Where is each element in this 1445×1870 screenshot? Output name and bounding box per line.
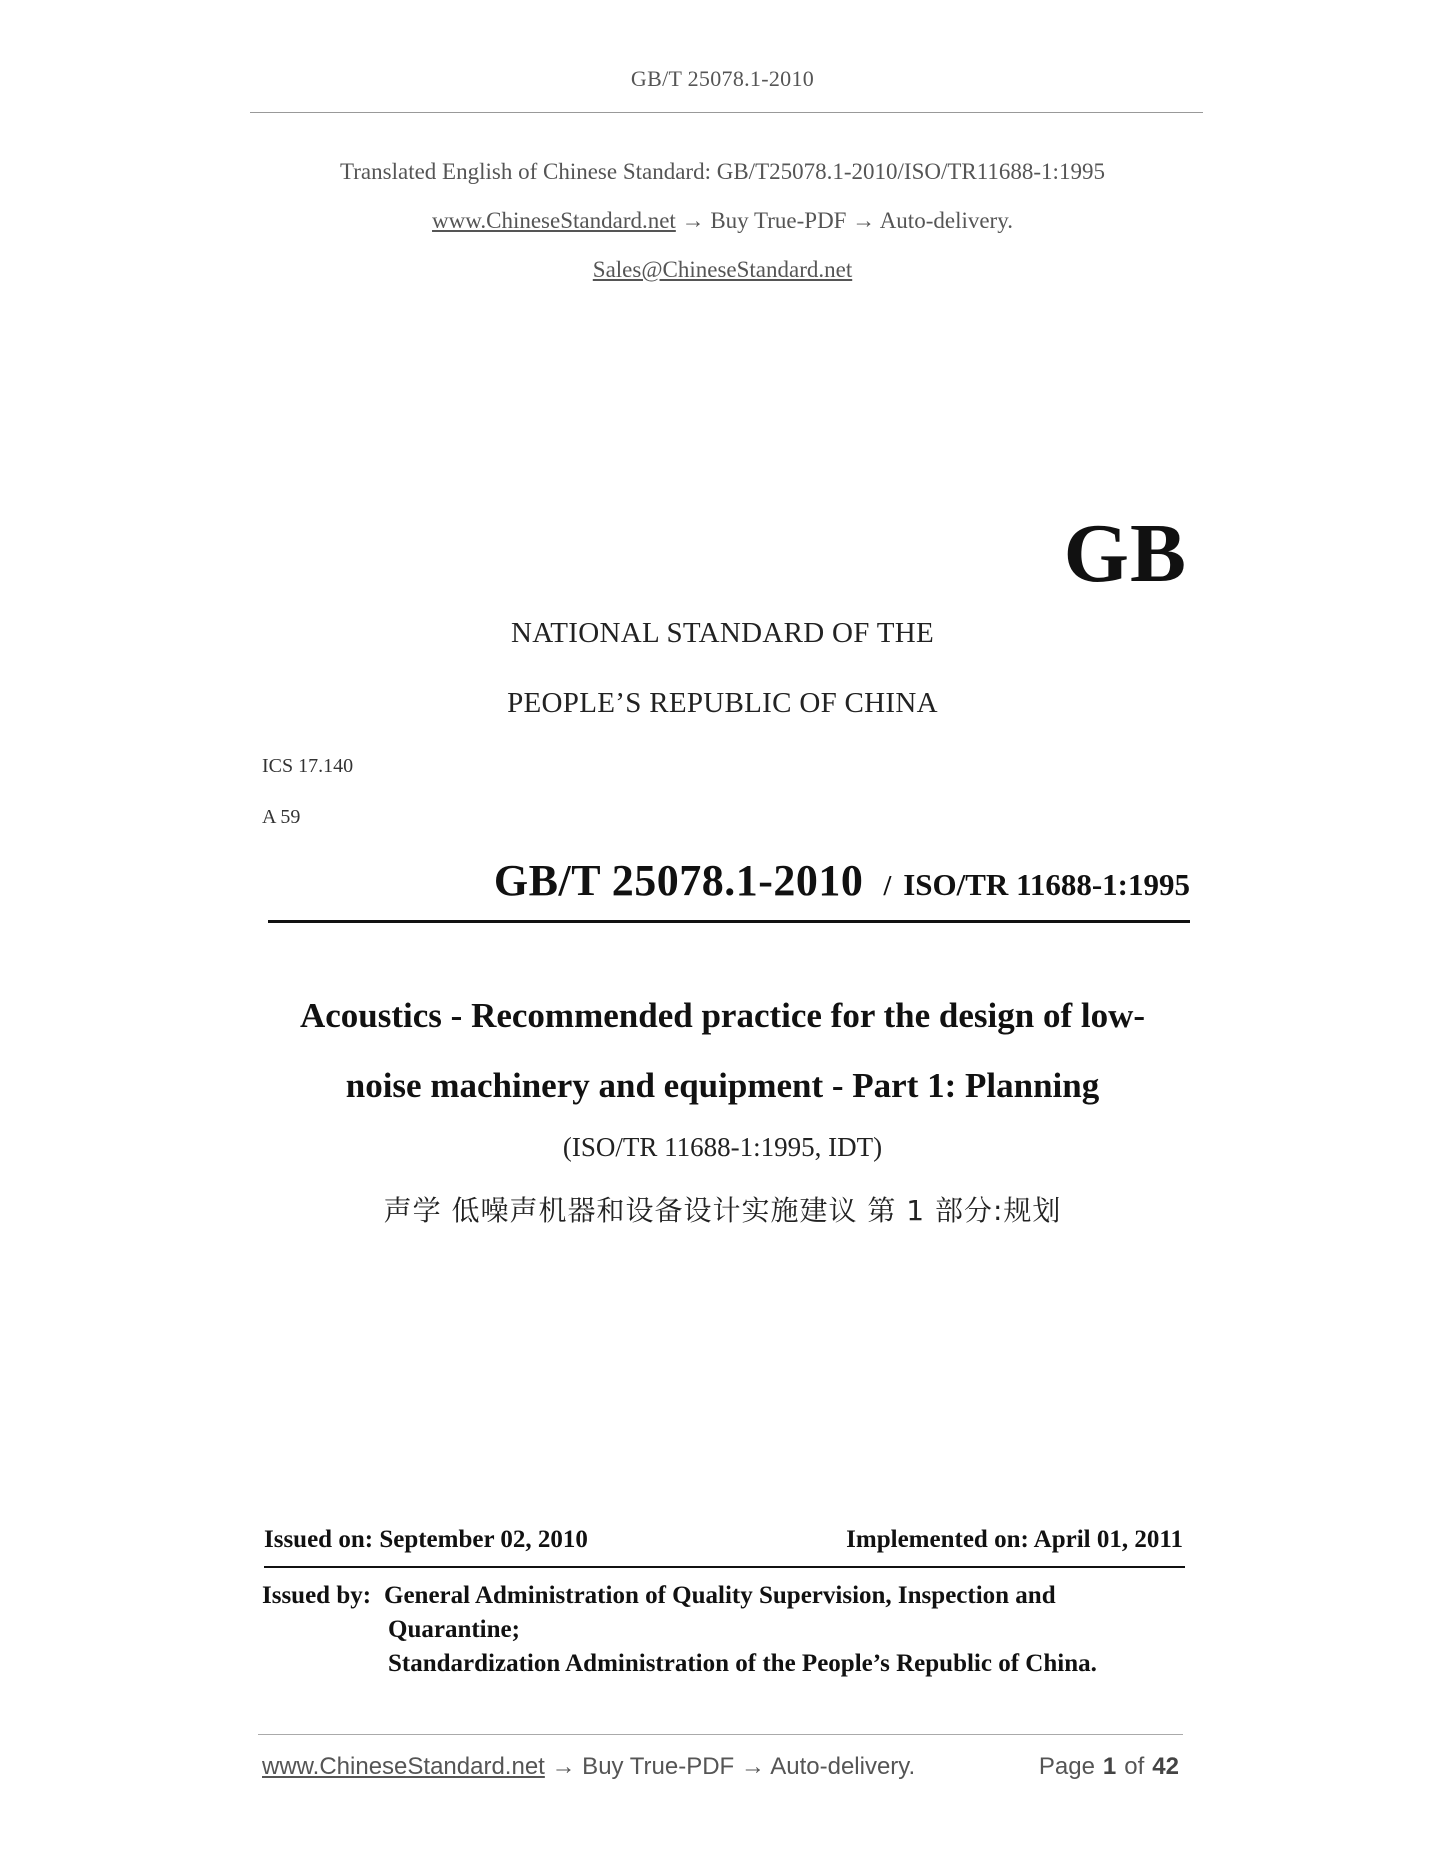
- of-label: of: [1124, 1753, 1145, 1780]
- national-standard-line-1: NATIONAL STANDARD OF THE: [511, 617, 934, 649]
- page-total: 42: [1152, 1753, 1179, 1780]
- page-indicator: [1039, 1753, 1179, 1781]
- implemented-on-date: Implemented on: April 01, 2011: [846, 1526, 1183, 1553]
- running-header: GB/T 25078.1-2010: [630, 66, 815, 91]
- page-label: Page: [1038, 1753, 1095, 1780]
- issuer-line-1: General Administration of Quality Supervision, Inspection and: [384, 1582, 1056, 1609]
- number-separator: /: [883, 871, 892, 902]
- document-title-line-2: noise machinery and equipment - Part 1: Planning: [345, 1066, 1100, 1105]
- standard-number-rule: [268, 920, 1190, 923]
- national-standard-line-2: PEOPLE’S REPUBLIC OF CHINA: [507, 687, 938, 719]
- buy-text: → Buy True-PDF → Auto-delivery.: [675, 208, 1013, 233]
- site-link[interactable]: www.ChineseStandard.net: [432, 208, 676, 233]
- chinese-title: 声学 低噪声机器和设备设计实施建议 第 1 部分:规划: [383, 1194, 1062, 1227]
- issuer-line-2: Quarantine;: [388, 1616, 520, 1643]
- translation-notice: Translated English of Chinese Standard: GB/T25078.1-2010/ISO/TR11688-1:1995: [340, 159, 1105, 184]
- header-divider: [250, 112, 1203, 113]
- gb-mark: GB: [1063, 507, 1187, 600]
- footer-buy-text: → Buy True-PDF → Auto-delivery.: [544, 1753, 916, 1780]
- document-title-line-1: Acoustics - Recommended practice for the design of low-: [299, 996, 1146, 1035]
- issued-on-date: Issued on: September 02, 2010: [264, 1526, 588, 1553]
- email-line: [0, 257, 1445, 283]
- footer-divider: [258, 1734, 1183, 1735]
- issued-by-block: [262, 1579, 1212, 1681]
- ics-code: ICS 17.140: [262, 755, 354, 777]
- purchase-notice: [0, 208, 1445, 234]
- standard-number: [494, 855, 1190, 906]
- email-link[interactable]: Sales@ChineseStandard.net: [592, 257, 853, 282]
- classification-code: A 59: [262, 806, 301, 828]
- issued-by-label: Issued by:: [262, 1582, 372, 1609]
- footer-purchase: [262, 1753, 915, 1781]
- iso-number: ISO/TR 11688-1:1995: [903, 867, 1190, 902]
- footer-site-link[interactable]: www.ChineseStandard.net: [262, 1753, 545, 1780]
- equivalence-note: (ISO/TR 11688-1:1995, IDT): [562, 1132, 883, 1162]
- issued-by-row-1: [262, 1579, 1212, 1613]
- issuer-line-3: Standardization Administration of the People’s Republic of China.: [388, 1650, 1097, 1677]
- gb-number: GB/T 25078.1-2010: [493, 856, 864, 905]
- page-number: 1: [1102, 1753, 1117, 1780]
- date-divider: [264, 1566, 1185, 1568]
